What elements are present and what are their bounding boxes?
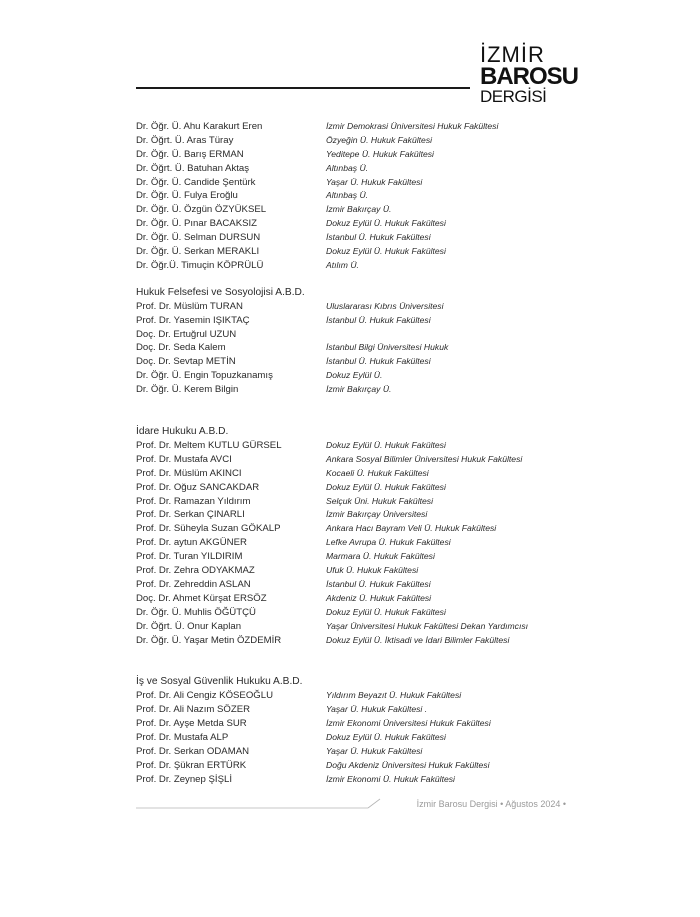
- member-affiliation: İzmir Bakırçay Ü.: [326, 384, 392, 395]
- member-row: [136, 773, 576, 787]
- member-name: Dr. Öğr. Ü. Candide Şentürk: [136, 176, 256, 188]
- member-row: [136, 578, 576, 592]
- member-row: [136, 731, 576, 745]
- member-name: Prof. Dr. Oğuz SANCAKDAR: [136, 481, 260, 493]
- board-member-list: [136, 120, 576, 787]
- member-name: Prof. Dr. Müslüm TURAN: [136, 300, 243, 312]
- member-name: Dr. Öğr. Ü. Serkan MERAKLI: [136, 246, 260, 258]
- member-affiliation: Ufuk Ü. Hukuk Fakültesi: [326, 565, 419, 576]
- member-row: [136, 162, 576, 176]
- member-name: Prof. Dr. Süheyla Suzan GÖKALP: [136, 523, 281, 535]
- member-name: Dr. Öğr. Ü. Yaşar Metin ÖZDEMİR: [136, 634, 282, 646]
- member-affiliation: Dokuz Eylül Ü.: [326, 370, 383, 381]
- member-affiliation: Yeditepe Ü. Hukuk Fakültesi: [326, 148, 434, 159]
- member-affiliation: Altınbaş Ü.: [326, 190, 369, 201]
- logo-line-barosu: BAROSU: [480, 63, 579, 90]
- footer-text: İzmir Barosu Dergisi • Ağustos 2024 •: [416, 799, 566, 809]
- member-row: [136, 134, 576, 148]
- member-row: [136, 634, 576, 648]
- intro-member-list: [136, 120, 576, 273]
- member-name: Dr. Öğr. Ü. Fulya Eroğlu: [136, 190, 238, 202]
- member-affiliation: İstanbul Ü. Hukuk Fakültesi: [326, 578, 431, 589]
- member-affiliation: Özyeğin Ü. Hukuk Fakültesi: [326, 134, 433, 145]
- member-name: Prof. Dr. Yasemin IŞIKTAÇ: [136, 314, 250, 326]
- member-name: Dr. Öğr. Ü. Kerem Bilgin: [136, 384, 239, 396]
- member-affiliation: Doğu Akdeniz Üniversitesi Hukuk Fakültesi: [326, 759, 490, 770]
- member-row: [136, 689, 576, 703]
- section-member-list: [136, 689, 576, 786]
- page-footer: [136, 798, 576, 812]
- member-name: Prof. Dr. Zeynep ŞİŞLİ: [136, 773, 232, 785]
- member-name: Dr. Öğr. Ü. Selman DURSUN: [136, 232, 261, 244]
- member-affiliation: Yaşar Üniversitesi Hukuk Fakültesi Dekan Yardımcısı: [326, 620, 529, 631]
- member-affiliation: İzmir Bakırçay Üniversitesi: [326, 509, 428, 520]
- member-affiliation: Ankara Hacı Bayram Veli Ü. Hukuk Fakültesi: [326, 523, 497, 534]
- member-row: [136, 481, 576, 495]
- member-row: [136, 120, 576, 134]
- member-row: [136, 439, 576, 453]
- member-name: Doç. Dr. Ertuğrul UZUN: [136, 328, 237, 340]
- member-row: [136, 383, 576, 397]
- member-affiliation: Yıldırım Beyazıt Ü. Hukuk Fakültesi: [326, 690, 462, 701]
- member-name: Prof. Dr. Şükran ERTÜRK: [136, 759, 247, 771]
- member-row: [136, 355, 576, 369]
- member-affiliation: İzmir Ekonomi Üniversitesi Hukuk Fakültesi: [326, 718, 491, 729]
- member-row: [136, 176, 576, 190]
- member-name: Prof. Dr. Müslüm AKINCI: [136, 467, 242, 479]
- member-name: Prof. Dr. Ayşe Metda SUR: [136, 718, 247, 730]
- member-row: [136, 467, 576, 481]
- member-row: [136, 522, 576, 536]
- member-affiliation: Dokuz Eylül Ü. Hukuk Fakültesi: [326, 606, 446, 617]
- section-title: İş ve Sosyal Güvenlik Hukuku A.B.D.: [136, 676, 303, 688]
- member-row: [136, 717, 576, 731]
- member-name: Prof. Dr. Meltem KUTLU GÜRSEL: [136, 440, 282, 452]
- member-name: Prof. Dr. Mustafa AVCI: [136, 453, 232, 465]
- member-row: [136, 245, 576, 259]
- member-name: Dr. Öğr. Ü. Barış ERMAN: [136, 148, 244, 160]
- member-affiliation: Atılım Ü.: [326, 259, 359, 270]
- member-affiliation: Yaşar Ü. Hukuk Fakültesi .: [326, 704, 428, 715]
- member-affiliation: Dokuz Eylül Ü. Hukuk Fakültesi: [326, 440, 446, 451]
- member-row: [136, 217, 576, 231]
- section-title: Hukuk Felsefesi ve Sosyolojisi A.B.D.: [136, 286, 305, 298]
- member-name: Prof. Dr. Ramazan Yıldırım: [136, 495, 251, 507]
- member-row: [136, 508, 576, 522]
- member-affiliation: Yaşar Ü. Hukuk Fakültesi: [326, 176, 423, 187]
- member-row: [136, 745, 576, 759]
- member-name: Dr. Öğr. Ü. Muhlis ÖĞÜTÇÜ: [136, 606, 256, 618]
- logo-line-dergisi: DERGİSİ: [480, 87, 547, 106]
- member-affiliation: Dokuz Eylül Ü. Hukuk Fakültesi: [326, 732, 446, 743]
- member-affiliation: İzmir Bakırçay Ü.: [326, 204, 392, 215]
- member-name: Prof. Dr. Mustafa ALP: [136, 732, 229, 744]
- member-row: [136, 592, 576, 606]
- member-affiliation: İzmir Demokrasi Üniversitesi Hukuk Fakültesi: [326, 121, 499, 131]
- member-affiliation: İzmir Ekonomi Ü. Hukuk Fakültesi: [326, 773, 455, 784]
- member-name: Doç. Dr. Sevtap METİN: [136, 356, 236, 368]
- member-affiliation: Selçuk Üni. Hukuk Fakültesi: [326, 495, 433, 506]
- section-member-list: [136, 439, 576, 647]
- member-name: Dr. Öğrt. Ü. Batuhan Aktaş: [136, 162, 250, 174]
- member-name: Doç. Dr. Ahmet Kürşat ERSÖZ: [136, 592, 267, 604]
- member-name: Dr. Öğrt. Ü. Aras Türay: [136, 134, 234, 146]
- section-idare-hukuku: [136, 425, 576, 647]
- izmir-barosu-dergisi-logo: [480, 42, 579, 106]
- member-affiliation: Dokuz Eylül Ü. Hukuk Fakültesi: [326, 218, 446, 229]
- member-row: [136, 148, 576, 162]
- member-name: Dr. Öğr. Ü. Engin Topuzkanamış: [136, 370, 273, 382]
- member-row: [136, 314, 576, 328]
- member-row: [136, 606, 576, 620]
- member-name: Prof. Dr. Serkan ODAMAN: [136, 745, 250, 757]
- header-rule: [136, 87, 470, 89]
- member-affiliation: İstanbul Bilgi Üniversitesi Hukuk: [326, 342, 449, 353]
- member-row: [136, 703, 576, 717]
- member-row: [136, 328, 576, 342]
- member-affiliation: Kocaeli Ü. Hukuk Fakültesi: [326, 467, 429, 478]
- section-title: İdare Hukuku A.B.D.: [136, 426, 229, 438]
- member-affiliation: İstanbul Ü. Hukuk Fakültesi: [326, 314, 431, 325]
- member-name: Prof. Dr. Zehra ODYAKMAZ: [136, 565, 255, 577]
- member-row: [136, 453, 576, 467]
- member-row: [136, 231, 576, 245]
- member-affiliation: İstanbul Ü. Hukuk Fakültesi: [326, 232, 431, 243]
- member-row: [136, 536, 576, 550]
- member-affiliation: Dokuz Eylül Ü. İktisadi ve İdari Bilimler Fakültesi: [326, 634, 510, 645]
- member-row: [136, 369, 576, 383]
- member-affiliation: Akdeniz Ü. Hukuk Fakültesi: [326, 592, 432, 603]
- member-row: [136, 495, 576, 509]
- member-name: Prof. Dr. Serkan ÇINARLI: [136, 509, 245, 521]
- member-name: Dr. Öğr. Ü. Özgün ÖZYÜKSEL: [136, 204, 267, 216]
- member-row: [136, 550, 576, 564]
- member-row: [136, 189, 576, 203]
- member-affiliation: Uluslararası Kıbrıs Üniversitesi: [326, 300, 444, 311]
- member-affiliation: Marmara Ü. Hukuk Fakültesi: [326, 551, 435, 562]
- member-affiliation: Dokuz Eylül Ü. Hukuk Fakültesi: [326, 246, 446, 257]
- member-affiliation: Altınbaş Ü.: [326, 162, 369, 173]
- member-name: Dr. Öğr. Ü. Ahu Karakurt Eren: [136, 121, 263, 132]
- member-row: [136, 300, 576, 314]
- member-row: [136, 341, 576, 355]
- member-row: [136, 259, 576, 273]
- member-name: Doç. Dr. Seda Kalem: [136, 342, 226, 354]
- member-affiliation: İstanbul Ü. Hukuk Fakültesi: [326, 356, 431, 367]
- member-name: Prof. Dr. Turan YILDIRIM: [136, 551, 243, 563]
- member-row: [136, 203, 576, 217]
- member-name: Prof. Dr. Ali Cengiz KÖSEOĞLU: [136, 690, 274, 702]
- member-row: [136, 620, 576, 634]
- member-name: Prof. Dr. Ali Nazım SÖZER: [136, 704, 251, 716]
- member-affiliation: Ankara Sosyal Bilimler Üniversitesi Hukuk Fakültesi: [326, 453, 523, 464]
- member-affiliation: Lefke Avrupa Ü. Hukuk Fakültesi: [326, 537, 451, 548]
- member-row: [136, 564, 576, 578]
- member-affiliation: Dokuz Eylül Ü. Hukuk Fakültesi: [326, 481, 446, 492]
- member-name: Prof. Dr. aytun AKGÜNER: [136, 537, 247, 549]
- logo-line-izmir: İZMİR: [480, 42, 545, 67]
- member-affiliation: Yaşar Ü. Hukuk Fakültesi: [326, 745, 423, 756]
- section-is-ve-sosyal-guvenlik-hukuku: [136, 675, 576, 786]
- member-name: Prof. Dr. Zehreddin ASLAN: [136, 578, 251, 590]
- section-member-list: [136, 300, 576, 397]
- section-hukuk-felsefesi: [136, 286, 576, 397]
- member-name: Dr. Öğr. Ü. Pınar BACAKSIZ: [136, 218, 258, 230]
- member-name: Dr. Öğr.Ü. Timuçin KÖPRÜLÜ: [136, 259, 264, 271]
- member-name: Dr. Öğrt. Ü. Onur Kaplan: [136, 620, 242, 632]
- member-row: [136, 759, 576, 773]
